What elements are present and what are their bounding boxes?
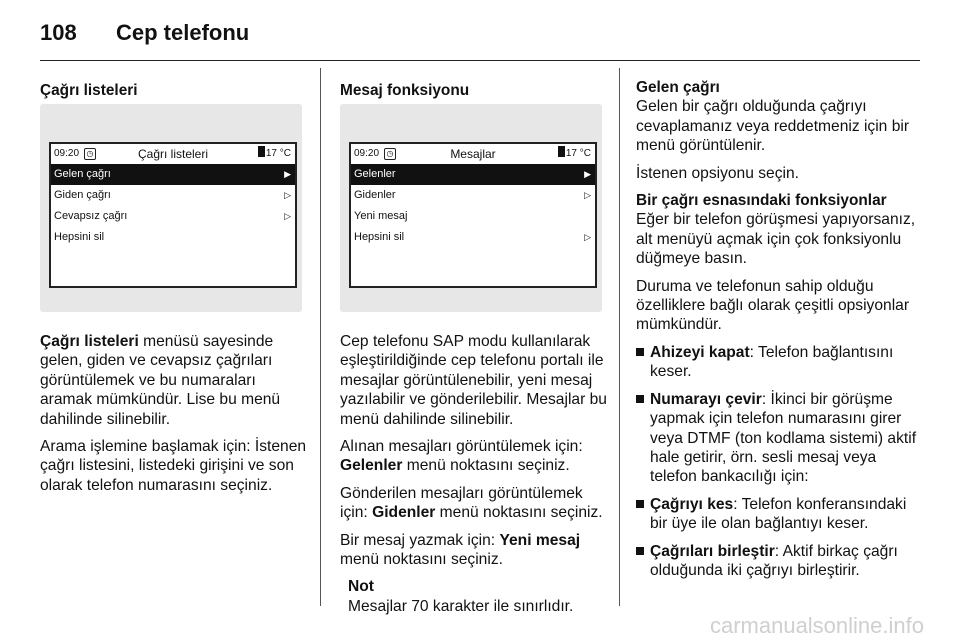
menu-item: Giden çağrı ▷ <box>51 185 295 206</box>
note-text: Mesajlar 70 karakter ile sınırlıdır. <box>348 597 574 615</box>
temperature: 17 °C <box>558 144 591 164</box>
paragraph: Alınan mesajları görüntülemek için: Gelenler menü noktasını seçiniz. <box>340 438 583 475</box>
list-item: Numarayı çevir: İkinci bir görüşme yapmak için telefon numarasını girer veya DTMF (ton kodlama sistemi) aktif hale getirir, örn. sesli mesaj veya telefon bankacılığı için: <box>636 390 918 487</box>
status-bar <box>51 144 295 164</box>
page-header <box>40 20 249 46</box>
paragraph: Eğer bir telefon görüşmesi yapıyorsanız, alt menüyü açmak için çok fonksiyonlu düğmeye basın. <box>636 211 916 268</box>
menu-item: Gidenler ▷ <box>351 185 595 206</box>
note-block <box>340 577 612 616</box>
chevron-right-icon: ▶ <box>584 169 591 179</box>
paragraph: Gönderilen mesajları görüntülemek için: Gidenler menü noktasını seçiniz. <box>340 484 603 522</box>
status-bar <box>351 144 595 164</box>
page-title: Cep telefonu <box>116 20 250 45</box>
menu-item: Gelen çağrı ▶ <box>51 164 295 185</box>
menu-item: Yeni mesaj <box>354 210 408 222</box>
bullet-icon <box>636 348 644 356</box>
clock-time: 09:20 <box>354 148 380 159</box>
paragraph: Duruma ve telefonun sahip olduğu özelliklere bağlı olarak çeşitli opsiyonlar mümkündür. <box>636 277 910 334</box>
section-heading-during-call: Bir çağrı esnasındaki fonksiyonlar <box>636 192 887 210</box>
paragraph: Cep telefonu SAP modu kullanılarak eşleştirildiğinde cep telefonu portalı ile mesajlar görüntülenebilir, yeni mesaj yazılabilir ve gönderilebilir. Mesajlar bu menü dahilinde silinebilir. <box>340 333 607 428</box>
section-heading-call-lists: Çağrı listeleri <box>40 82 138 99</box>
chevron-right-icon: ▷ <box>584 232 591 242</box>
list-item: Çağrıyı kes: Telefon konferansındaki bir üye ile olan bağlantıyı keser. <box>636 495 918 534</box>
list-item: Çağrıları birleştir: Aktif birkaç çağrı olduğunda iki çağrıyı birleştirir. <box>636 542 918 581</box>
chevron-right-icon: ▷ <box>584 190 591 200</box>
chevron-right-icon: ▶ <box>284 169 291 179</box>
display-screen <box>49 142 297 288</box>
paragraph: Gelen bir çağrı olduğunda çağrıyı cevaplamanız veya reddetmeniz için bir menü görüntülenir. <box>636 98 910 155</box>
temperature: 17 °C <box>258 144 291 164</box>
options-list <box>636 343 918 580</box>
bullet-icon <box>636 500 644 508</box>
clock-time: 09:20 <box>54 148 80 159</box>
note-label: Not <box>348 578 374 596</box>
clock-icon: ◷ <box>384 148 396 160</box>
messages-screen-image <box>340 104 602 312</box>
call-lists-screen-image <box>40 104 302 312</box>
bullet-icon <box>636 547 644 555</box>
paragraph: Bir mesaj yazmak için: Yeni mesaj menü noktasını seçiniz. <box>340 531 581 569</box>
column-3-text <box>636 78 918 588</box>
menu-item: Gelenler ▶ <box>351 164 595 185</box>
chevron-right-icon: ▷ <box>284 190 291 200</box>
paragraph: İstenen opsiyonu seçin. <box>636 164 799 182</box>
header-rule <box>40 60 920 61</box>
clock-icon: ◷ <box>84 148 96 160</box>
screen-title: Çağrı listeleri <box>137 147 209 161</box>
watermark: carmanualsonline.info <box>709 613 924 638</box>
column-separator <box>619 68 620 606</box>
paragraph: Çağrı listeleri menüsü sayesinde gelen, giden ve cevapsız çağrıları görüntülemek ve bu numaraları aramak mümkündür. Lise bu menü dahilinde silinebilir. <box>40 333 281 428</box>
menu-item: Hepsini sil ▷ <box>351 227 595 248</box>
list-item: Ahizeyi kapat: Telefon bağlantısını keser. <box>636 343 918 382</box>
bullet-icon <box>636 395 644 403</box>
paragraph: Arama işlemine başlamak için: İstenen çağrı listesini, listedeki girişini ve son olarak telefon numarasını seçiniz. <box>40 438 307 494</box>
section-heading-incoming-call: Gelen çağrı <box>636 79 720 96</box>
menu-item: Cevapsız çağrı ▷ <box>51 206 295 227</box>
chevron-right-icon: ▷ <box>284 211 291 221</box>
screen-title: Mesajlar <box>450 147 496 161</box>
column-separator <box>320 68 321 606</box>
menu-item: Hepsini sil <box>54 231 105 243</box>
column-1-text <box>40 332 312 503</box>
display-screen <box>349 142 597 288</box>
battery-icon <box>558 146 565 157</box>
battery-icon <box>258 146 265 157</box>
section-heading-messages: Mesaj fonksiyonu <box>340 82 470 99</box>
column-2-text <box>340 332 612 616</box>
page-number: 108 <box>40 20 77 45</box>
